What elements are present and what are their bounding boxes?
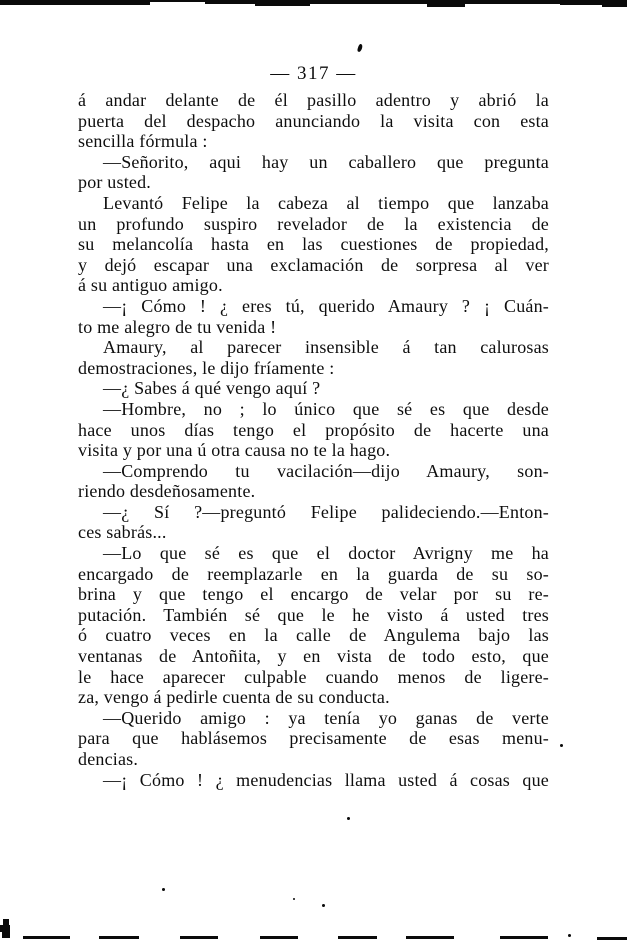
text-line: —Lo que sé es que el doctor Avrigny me ha xyxy=(103,543,549,564)
text-line: putación. También sé que le he visto á usted tres xyxy=(78,604,549,625)
text-line: para que hablásemos precisamente de esas menu- xyxy=(78,728,549,749)
text-line: encargado de reemplazarle en la guarda de su so- xyxy=(78,563,549,584)
text-line: ó cuatro veces en la calle de Angulema bajo las xyxy=(78,625,549,646)
scan-speck xyxy=(322,904,325,907)
text-line: sencilla fórmula : xyxy=(78,131,208,152)
text-line: ces sabrás... xyxy=(78,522,167,543)
text-line: le hace aparecer culpable cuando menos de ligere- xyxy=(78,666,549,687)
scan-speck xyxy=(162,888,165,891)
text-line: riendo desdeñosamente. xyxy=(78,481,256,502)
text-line: Levantó Felipe la cabeza al tiempo que lanzaba xyxy=(103,192,549,213)
text-line: dencias. xyxy=(78,749,139,769)
scan-speck xyxy=(568,934,571,937)
page-text xyxy=(78,90,549,790)
scan-speck xyxy=(357,44,363,53)
text-line: demostraciones, le dijo fríamente : xyxy=(78,357,335,378)
text-line: visita y por una ú otra causa no te la hago. xyxy=(78,440,391,461)
text-line: —Comprendo tu vacilación—dijo Amaury, son- xyxy=(103,460,549,481)
text-line: za, vengo á pedirle cuenta de su conducta. xyxy=(78,687,390,708)
text-line: ventanas de Antoñita, y en vista de todo esto, que xyxy=(78,646,549,667)
text-line: hace unos días tengo el propósito de hacerte una xyxy=(78,419,549,440)
text-line: á andar delante de él pasillo adentro y abrió la xyxy=(78,90,549,110)
scan-speck xyxy=(560,744,563,747)
text-line: —Querido amigo : ya tenía yo ganas de verte xyxy=(103,707,549,728)
page-number: — 317 — xyxy=(270,63,357,84)
text-line: por usted. xyxy=(78,172,151,193)
scan-speck xyxy=(293,898,295,900)
text-line: to me alegro de tu venida ! xyxy=(78,316,277,337)
text-line: —Hombre, no ; lo único que sé es que desde xyxy=(103,398,549,419)
text-line: —¿ Sabes á qué vengo aquí ? xyxy=(103,378,321,399)
text-line: —¡ Cómo ! ¿ eres tú, querido Amaury ? ¡ Cuán- xyxy=(103,295,549,316)
text-line: —¿ Sí ?—preguntó Felipe palideciendo.—Enton- xyxy=(103,501,549,522)
text-line: Amaury, al parecer insensible á tan calurosas xyxy=(103,337,549,358)
text-line: puerta del despacho anunciando la visita con esta xyxy=(78,110,549,131)
text-line: —Señorito, aqui hay un caballero que pregunta xyxy=(103,151,549,172)
text-line: brina y que tengo el encargo de velar por su re- xyxy=(78,584,549,605)
text-line: un profundo suspiro revelador de la existencia de xyxy=(78,213,549,234)
text-line: y dejó escapar una exclamación de sorpresa al ver xyxy=(78,254,549,275)
scan-speck xyxy=(347,817,350,820)
text-line: á su antiguo amigo. xyxy=(78,275,223,296)
text-line: su melancolía hasta en las cuestiones de propiedad, xyxy=(78,234,549,255)
text-line: —¡ Cómo ! ¿ menudencias llama usted á cosas que xyxy=(103,769,549,790)
